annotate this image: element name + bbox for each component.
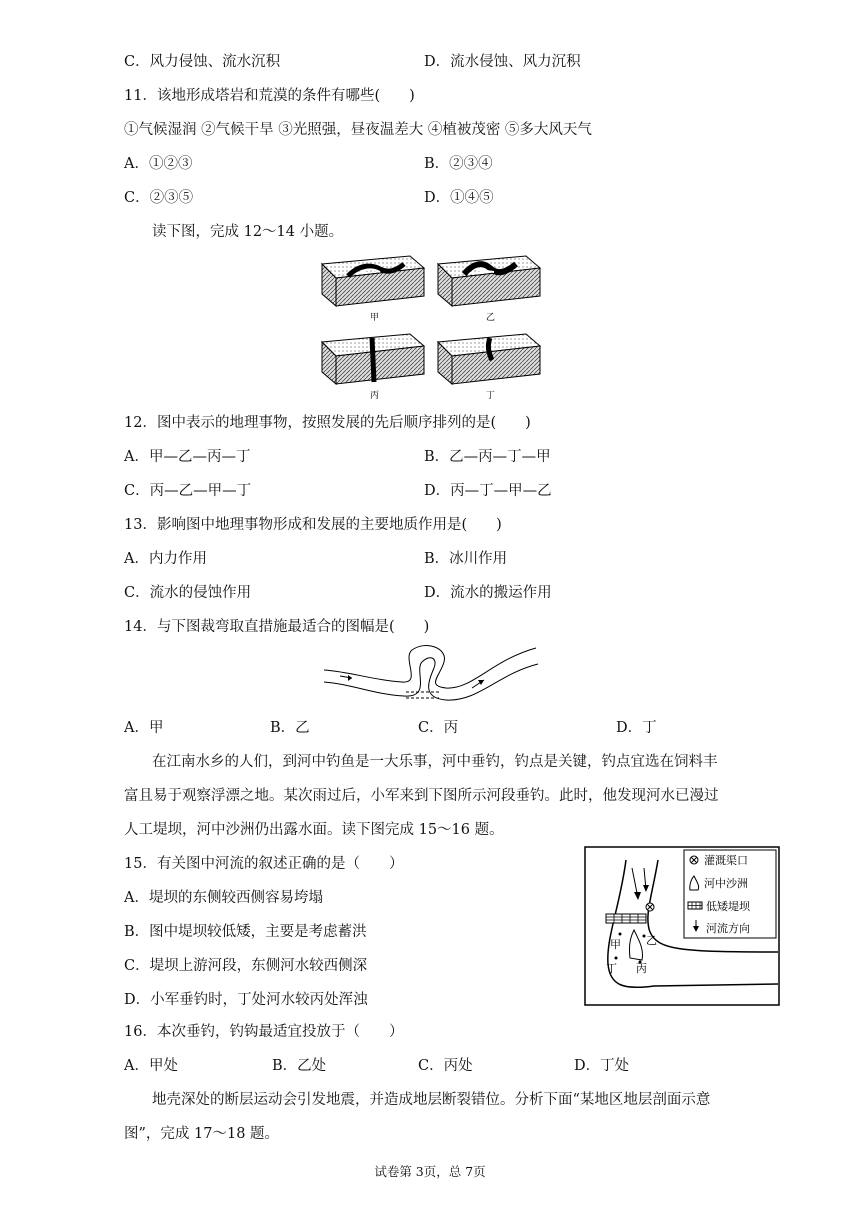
river-map-figure [584,846,780,1006]
q14-option-c: C．丙 [418,720,459,736]
meander-river-figure [322,642,542,704]
q12-option-d: D．丙—丁—甲—乙 [424,483,552,499]
q14-stem: 14．与下图裁弯取直措施最适合的图幅是( ) [124,619,430,635]
q12-option-c: C．丙—乙—甲—丁 [124,483,252,499]
legend-flow: 河流方向 [706,922,750,935]
diagram-bing [322,334,424,384]
intro-15-16-line1: 在江南水乡的人们，到河中钓鱼是一大乐事，河中垂钓，钓点是关键，钓点宜选在饲料丰 [152,754,718,770]
q16-option-a: A．甲处 [124,1058,178,1074]
map-label-ding: 丁 [606,962,617,975]
q11-option-d: D．①④⑤ [424,190,494,206]
q15-option-c: C．堤坝上游河段，东侧河水较西侧深 [124,958,368,974]
q12-option-b: B．乙—丙—丁—甲 [424,449,551,465]
q10-option-d: D．流水侵蚀、风力沉积 [424,54,581,70]
q11-option-b: B．②③④ [424,156,493,172]
intro-12-14: 读下图，完成 12～14 小题。 [152,224,344,240]
page-footer: 试卷第 3页，总 7页 [374,1164,486,1179]
legend-sandbar: 河中沙洲 [704,877,748,890]
intro-17-18-line1: 地壳深处的断层运动会引发地震，并造成地层断裂错位。分析下面“某地区地层剖面示意 [152,1092,711,1108]
label-jia: 甲 [370,313,380,323]
q11-conditions: ①气候湿润 ②气候干旱 ③光照强，昼夜温差大 ④植被茂密 ⑤多大风天气 [124,122,592,138]
q14-option-b: B．乙 [270,720,310,736]
q10-option-c: C．风力侵蚀、流水沉积 [124,54,281,70]
q15-option-a: A．堤坝的东侧较西侧容易垮塌 [124,890,323,906]
q16-option-d: D．丁处 [574,1058,630,1074]
legend-canal: 灌溉渠口 [704,854,748,867]
legend-dam: 低矮堤坝 [706,900,750,913]
q13-option-a: A．内力作用 [124,551,207,567]
label-yi: 乙 [486,313,496,323]
q15-option-d: D．小军垂钓时，丁处河水较丙处浑浊 [124,992,368,1008]
map-label-bing: 丙 [636,962,647,975]
q16-stem: 16．本次垂钓，钓钩最适宜投放于（ ） [124,1024,404,1040]
q15-option-b: B．图中堤坝较低矮，主要是考虑蓄洪 [124,924,367,940]
label-ding: 丁 [486,391,496,401]
landform-block-diagrams [318,250,546,402]
label-bing: 丙 [370,391,380,401]
q14-option-a: A．甲 [124,720,164,736]
q13-option-d: D．流水的搬运作用 [424,585,552,601]
canal-mouth-icon [646,903,654,911]
diagram-ding [438,334,540,384]
q13-option-b: B．冰川作用 [424,551,508,567]
q14-option-d: D．丁 [616,720,657,736]
map-label-jia: 甲 [610,938,621,951]
q13-option-c: C．流水的侵蚀作用 [124,585,252,601]
q16-option-b: B．乙处 [272,1058,327,1074]
q11-option-c: C．②③⑤ [124,190,194,206]
diagram-jia [322,256,424,306]
q12-stem: 12．图中表示的地理事物，按照发展的先后顺序排列的是( ) [124,415,531,431]
q16-option-c: C．丙处 [418,1058,473,1074]
q11-stem: 11．该地形成塔岩和荒漠的条件有哪些( ) [124,88,415,104]
q13-stem: 13．影响图中地理事物形成和发展的主要地质作用是( ) [124,517,502,533]
map-label-yi: 乙 [646,934,657,947]
q12-option-a: A．甲—乙—丙—丁 [124,449,251,465]
low-dam-icon [606,914,646,923]
q15-stem: 15．有关图中河流的叙述正确的是（ ） [124,856,404,872]
diagram-yi [438,256,540,306]
q11-option-a: A．①②③ [124,156,193,172]
intro-15-16-line3: 人工堤坝，河中沙洲仍出露水面。读下图完成 15～16 题。 [124,822,504,838]
intro-17-18-line2: 图”，完成 17～18 题。 [124,1126,280,1142]
intro-15-16-line2: 富且易于观察浮漂之地。某次雨过后，小军来到下图所示河段垂钓。此时，他发现河水已漫过 [124,788,719,804]
